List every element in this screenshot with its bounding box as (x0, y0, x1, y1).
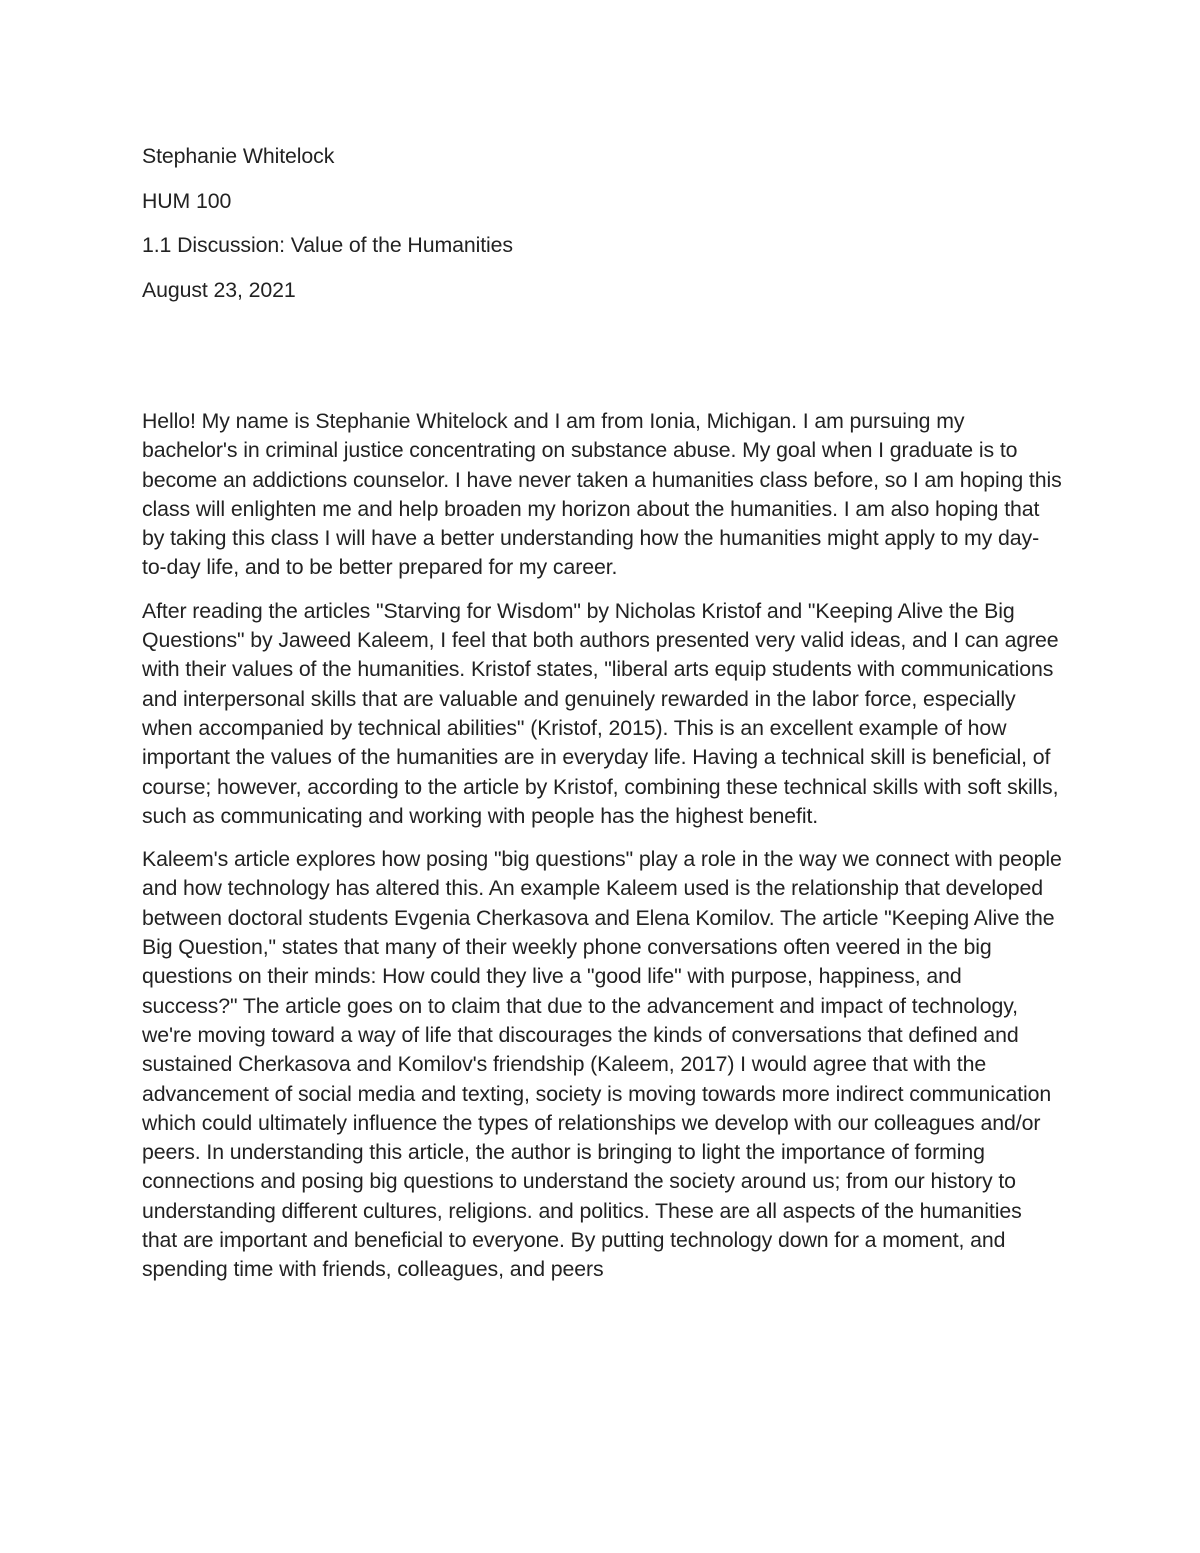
assignment-title: 1.1 Discussion: Value of the Humanities (142, 233, 513, 257)
course-code: HUM 100 (142, 188, 232, 213)
paragraph-introduction: Hello! My name is Stephanie Whitelock and I am from Ionia, Michigan. I am pursuing my bachelor's in criminal justice concentrating on substance abuse. My goal when I graduate is to become an addictions counselor. I have never taken a humanities class before, so I am hoping this class will enlighten me and help broaden my horizon about the humanities. I am also hoping that by taking this class I will have a better understanding how the humanities might apply to my day-to-day life, and to be better prepared for my career. (142, 409, 1062, 580)
document-body (142, 142, 1062, 1299)
author-name: Stephanie Whitelock (142, 144, 335, 168)
paragraph-kristof: After reading the articles "Starving for Wisdom" by Nicholas Kristof and "Keeping Alive the Big Questions" by Jaweed Kaleem, I feel that both authors presented very valid ideas, and I can agree with their values of the humanities. Kristof states, "liberal arts equip students with communications and interpersonal skills that are valuable and genuinely rewarded in the labor force, especially when accompanied by technical abilities" (Kristof, 2015). This is an excellent example of how important the values of the humanities are in everyday life. Having a technical skill is beneficial, of course; however, according to the article by Kristof, combining these technical skills with soft skills, such as communicating and working with people has the highest benefit. (142, 598, 1059, 828)
document-date: August 23, 2021 (142, 277, 296, 302)
header-spacer (142, 320, 1062, 407)
paragraph-kaleem: Kaleem's article explores how posing "big questions" play a role in the way we connect with people and how technology has altered this. An example Kaleem used is the relationship that developed between doctoral students Evgenia Cherkasova and Elena Komilov. The article "Keeping Alive the Big Question," states that many of their weekly phone conversations often veered in the big questions on their minds: How could they live a "good life" with purpose, happiness, and success?" The article goes on to claim that due to the advancement and impact of technology, we're moving toward a way of life that discourages the kinds of conversations that defined and sustained Cherkasova and Komilov's friendship (Kaleem, 2017) I would agree that with the advancement of social media and texting, society is moving towards more indirect communication which could ultimately influence the types of relationships we develop with our colleagues and/or peers. In understanding this article, the author is bringing to light the importance of forming connections and posing big questions to understand the society around us; from our history to understanding different cultures, religions. and politics. These are all aspects of the humanities that are important and beneficial to everyone. By putting technology down for a moment, and spending time with friends, colleagues, and peers (142, 847, 1062, 1282)
